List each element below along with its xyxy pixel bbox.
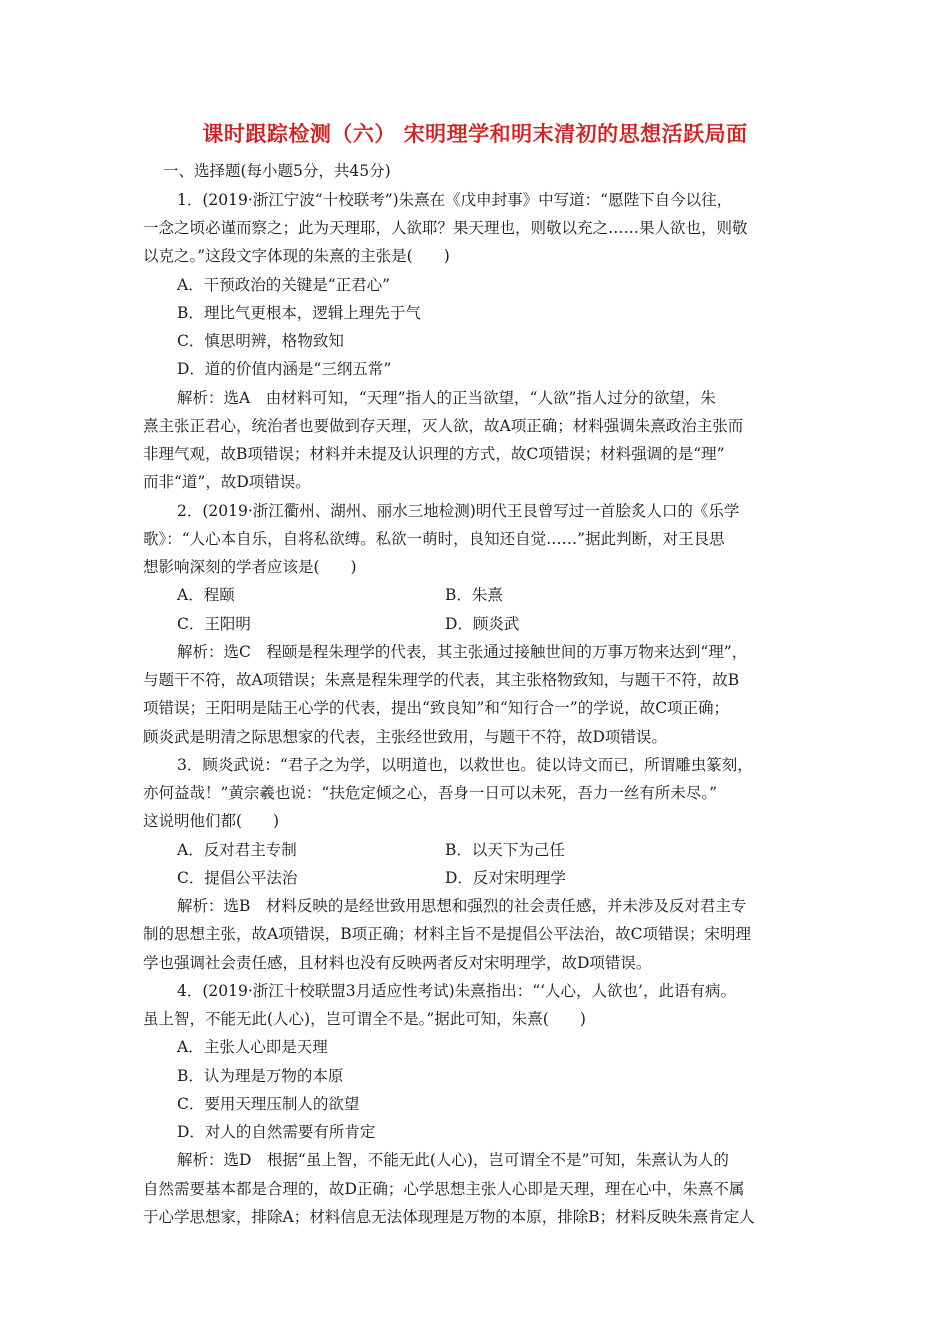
q1-analysis-line: 非理气观，故B项错误；材料并未提及认识理的方式，故C项错误；材料强调的是“理”: [143, 445, 725, 463]
q1-option-c: C．慎思明辨，格物致知: [177, 332, 344, 350]
q2-analysis-line: 与题干不符，故A项错误；朱熹是程朱理学的代表，其主张格物致知，与题干不符，故B: [143, 671, 740, 689]
q4-stem-line: 4．(2019·浙江十校联盟3月适应性考试)朱熹指出：“‘人心，人欲也’，此语有病。: [177, 982, 736, 1000]
q1-stem-line: 以克之。”这段文字体现的朱熹的主张是( ): [143, 247, 450, 265]
q3-options-row: [177, 868, 852, 888]
q2-analysis-line: 顾炎武是明清之际思想家的代表，主张经世致用，与题干不符，故D项错误。: [143, 728, 667, 746]
q3-option-d: D．反对宋明理学: [445, 869, 566, 887]
q4-option-b: B．认为理是万物的本原: [177, 1067, 344, 1085]
q4-option-c: C．要用天理压制人的欲望: [177, 1095, 360, 1113]
q1-option-b: B．理比气更根本，逻辑上理先于气: [177, 304, 421, 322]
q4-option-a: A．主张人心即是天理: [177, 1038, 328, 1056]
q2-option-d: D．顾炎武: [445, 615, 520, 633]
q3-analysis-line: 解析：选B 材料反映的是经世致用思想和强烈的社会责任感，并未涉及反对君主专: [177, 897, 747, 915]
q2-stem-line: 歌》：“人心本自乐，自将私欲缚。私欲一萌时，良知还自觉……”据此判断，对王艮思: [143, 530, 725, 548]
q3-option-c: C．提倡公平法治: [177, 869, 298, 887]
q2-options-row: [177, 585, 852, 605]
q1-analysis-line: 而非“道”，故D项错误。: [143, 473, 311, 491]
q1-stem-line: 1．(2019·浙江宁波“十校联考”)朱熹在《戊申封事》中写道：“愿陛下自今以往，: [177, 191, 733, 209]
q3-option-a: A．反对君主专制: [177, 841, 297, 859]
q4-option-d: D．对人的自然需要有所肯定: [177, 1123, 376, 1141]
q3-stem-line: 这说明他们都( ): [143, 812, 280, 830]
q2-analysis-line: 项错误；王阳明是陆王心学的代表，提出“致良知”和“知行合一”的学说，故C项正确；: [143, 699, 730, 717]
q2-analysis-line: 解析：选C 程颐是程朱理学的代表，其主张通过接触世间的万事万物来达到“理”，: [177, 643, 748, 661]
q4-stem-line: 虽上智，不能无此(人心)，岂可谓全不是。”据此可知，朱熹( ): [143, 1010, 586, 1028]
q2-stem-line: 2．(2019·浙江衢州、湖州、丽水三地检测)明代王艮曾写过一首脍炙人口的《乐学: [177, 502, 740, 520]
q2-option-b: B．朱熹: [445, 586, 503, 604]
q2-option-c: C．王阳明: [177, 615, 251, 633]
q2-option-a: A．程颐: [177, 586, 235, 604]
q1-analysis-line: 熹主张正君心，统治者也要做到存天理，灭人欲，故A项正确；材料强调朱熹政治主张而: [143, 417, 744, 435]
q3-analysis-line: 学也强调社会责任感，且材料也没有反映两者反对宋明理学，故D项错误。: [143, 954, 652, 972]
section-heading: 一、选择题(每小题5分，共45分): [163, 162, 391, 180]
q3-stem-line: 亦何益哉！”黄宗羲也说：“扶危定倾之心，吾身一日可以未死，吾力一丝有所未尽。”: [143, 784, 718, 802]
q2-stem-line: 想影响深刻的学者应该是( ): [143, 558, 357, 576]
q1-analysis-line: 解析：选A 由材料可知，“天理”指人的正当欲望，“人欲”指人过分的欲望，朱: [177, 389, 716, 407]
q3-stem-line: 3．顾炎武说：“君子之为学，以明道也，以救世也。徒以诗文而已，所谓雕虫篆刻，: [177, 756, 753, 774]
q1-stem-line: 一念之顷必谨而察之；此为天理耶，人欲耶？果天理也，则敬以充之……果人欲也，则敬: [143, 219, 748, 237]
q2-options-row: [177, 614, 852, 634]
q3-options-row: [177, 840, 852, 860]
q3-option-b: B．以天下为己任: [445, 841, 565, 859]
q4-analysis-line: 解析：选D 根据“虽上智，不能无此(人心)，岂可谓全不是”可知，朱熹认为人的: [177, 1151, 729, 1169]
q1-option-a: A．干预政治的关键是“正君心”: [177, 276, 391, 294]
q4-analysis-line: 于心学思想家，排除A；材料信息无法体现理是万物的本原，排除B；材料反映朱熹肯定人: [143, 1208, 755, 1226]
q3-analysis-line: 制的思想主张，故A项错误，B项正确；材料主旨不是提倡公平法治，故C项错误；宋明理: [143, 925, 751, 943]
page-title: 课时跟踪检测（六） 宋明理学和明末清初的思想活跃局面: [202, 122, 748, 146]
q1-option-d: D．道的价值内涵是“三纲五常”: [177, 360, 392, 378]
q4-analysis-line: 自然需要基本都是合理的，故D正确；心学思想主张人心即是天理，理在心中，朱熹不属: [143, 1180, 745, 1198]
